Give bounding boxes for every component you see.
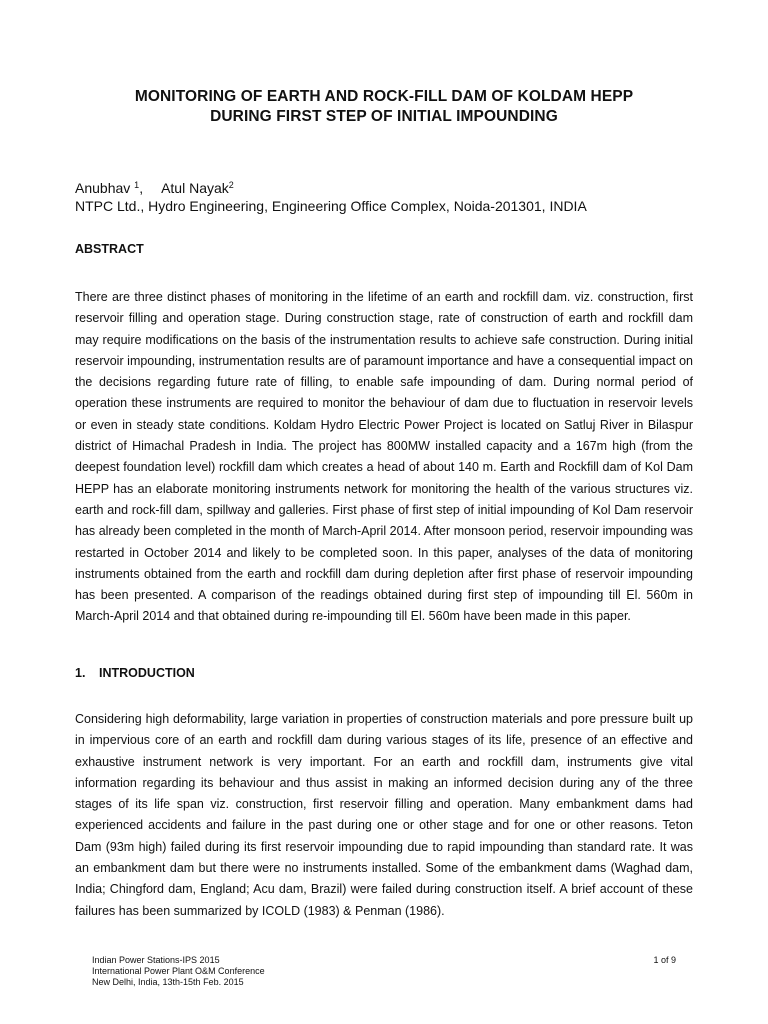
- author-1-name: Anubhav: [75, 180, 131, 196]
- author-2-superscript: 2: [228, 180, 234, 190]
- title-line-1: MONITORING OF EARTH AND ROCK-FILL DAM OF KOLDAM HEPP: [134, 88, 634, 105]
- author-block: [75, 176, 715, 215]
- footer-line-1: Indian Power Stations-IPS 2015: [92, 955, 220, 965]
- page-footer: [92, 955, 676, 988]
- title-line-2: DURING FIRST STEP OF INITIAL IMPOUNDING: [210, 108, 558, 125]
- author-1-superscript: 1: [134, 180, 140, 190]
- conference-info: [92, 955, 676, 988]
- introduction-text: Considering high deformability, large variation in properties of construction materials and pore pressure built up in impervious core of an earth and rockfill dam during various stages of its life, presence of an effective and exhaustive instrument network is very important. For an earth and rockfill dam, instruments give vital information regarding its behaviour and thus assist in making an informed decision during any of the three stages of its life span viz. construction, first reservoir filling and operation. Many embankment dams had experienced accidents and failure in the past during one or other stage and for one or other reasons. Teton Dam (93m high) failed during its first reservoir impounding due to rapid impounding than standard rate. It was an embankment dam but there were no instruments installed. Some of the embankment dams (Waghad dam, India; Chingford dam, England; Acu dam, Brazil) were failed during construction itself. A brief account of these failures has been summarized by ICOLD (1983) & Penman (1986).: [75, 712, 693, 918]
- section-title: INTRODUCTION: [99, 666, 195, 680]
- footer-line-3: New Delhi, India, 13th-15th Feb. 2015: [92, 977, 244, 987]
- paper-title: [70, 87, 698, 127]
- author-affiliation: NTPC Ltd., Hydro Engineering, Engineering Office Complex, Noida-201301, INDIA: [75, 198, 587, 214]
- abstract-text: There are three distinct phases of monitoring in the lifetime of an earth and rockfill dam. viz. construction, first reservoir filling and operation stage. During construction stage, rate of construction of earth and rockfill dam may require modifications on the basis of the instrumentation results to achieve safe construction. During initial reservoir impounding, instrumentation results are of paramount importance and have a consequential impact on the decisions regarding future rate of filling, to enable safe impounding of dam. During normal period of operation these instruments are required to monitor the behaviour of dam due to fluctuation in reservoir levels or even in steady state conditions. Koldam Hydro Electric Power Project is located on Satluj River in Bilaspur district of Himachal Pradesh in India. The project has 800MW installed capacity and a 167m high (from the deepest foundation level) rockfill dam which creates a head of about 140 m. Earth and Rockfill dam of Kol Dam HEPP has an elaborate monitoring instruments network for monitoring the health of the various structures viz. earth and rock-fill dam, spillway and galleries. First phase of first step of initial impounding of Kol Dam reservoir has already been completed in the month of March-April 2014. After monsoon period, reservoir impounding was restarted in October 2014 and likely to be completed soon. In this paper, analyses of the data of monitoring instruments obtained from the earth and rockfill dam during depletion after first phase of reservoir impounding has been presented. A comparison of the readings obtained during first step of impounding till El. 560m in March-April 2014 and that obtained during re-impounding till El. 560m have been made in this paper.: [75, 290, 693, 624]
- section-number: 1.: [75, 666, 86, 680]
- author-1-separator: ,: [139, 180, 144, 196]
- abstract-heading: ABSTRACT: [75, 242, 144, 256]
- introduction-heading: [75, 665, 195, 681]
- author-names: [75, 176, 715, 197]
- page-number: 1 of 9: [653, 955, 676, 965]
- footer-line-2: International Power Plant O&M Conference: [92, 966, 265, 976]
- author-2-name: Atul Nayak: [161, 180, 229, 196]
